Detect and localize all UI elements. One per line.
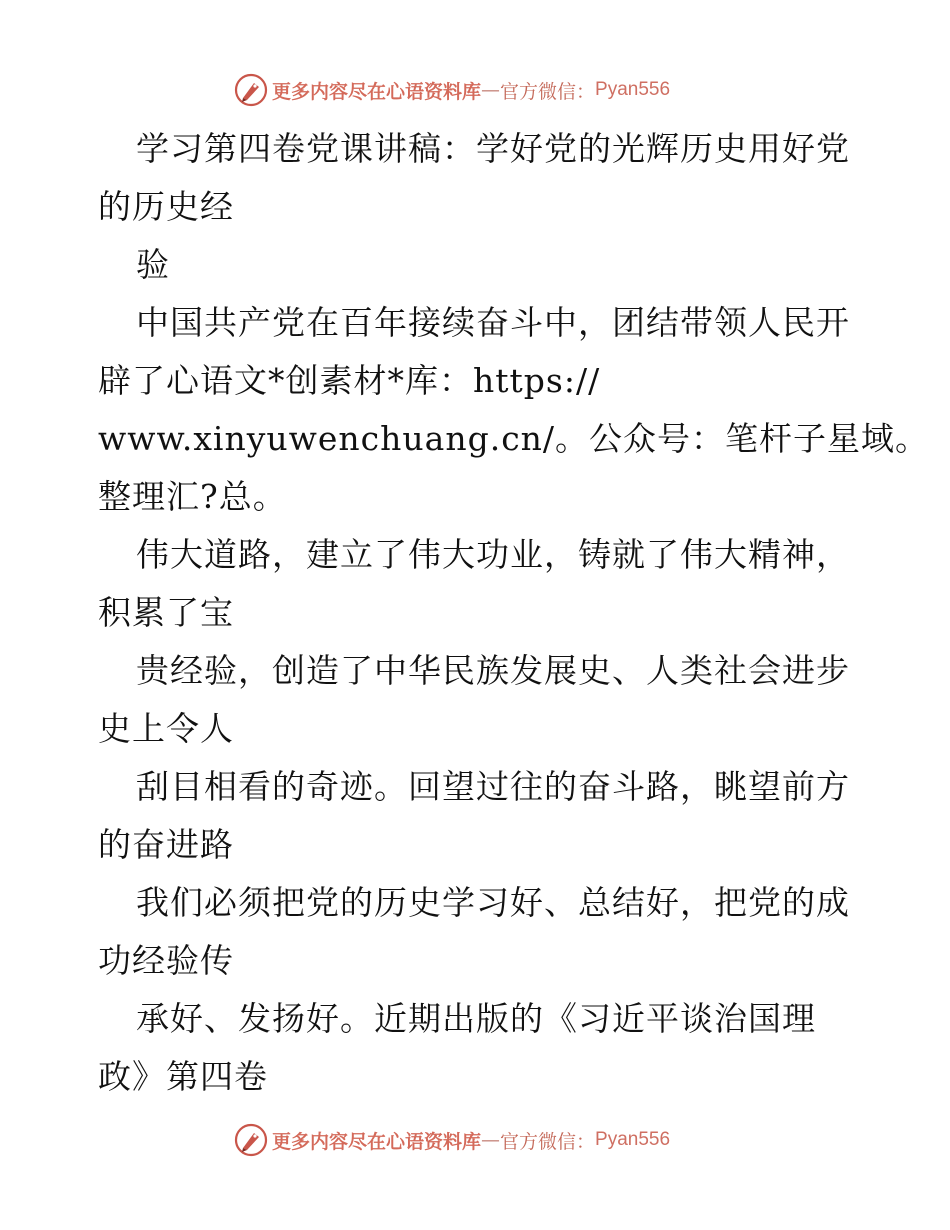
paragraph-line: 承好、发扬好。近期出版的《习近平谈治国理 (136, 999, 816, 1038)
paragraph-line: 我们必须把党的历史学习好、总结好，把党的成 (136, 883, 850, 922)
pen-nib-logo-icon (234, 73, 268, 107)
paragraph-line: 的奋进路 (98, 825, 234, 864)
banner-site-name: 更多内容尽在心语资料库 (272, 80, 482, 103)
paragraph-line: 积累了宝 (98, 593, 234, 632)
paragraph-line: 史上令人 (98, 709, 234, 748)
title-line-2: 的历史经 (98, 187, 234, 226)
paragraph-line: 贵经验，创造了中华民族发展史、人类社会进步 (136, 651, 850, 690)
banner-wechat-id: Pyan556 (595, 79, 671, 100)
footer-banner (234, 1120, 670, 1160)
paragraph-line: 刮目相看的奇迹。回望过往的奋斗路，眺望前方 (136, 767, 850, 806)
banner-wechat-label: 官方微信： (500, 80, 596, 103)
banner-wechat-id: Pyan556 (595, 1129, 671, 1150)
paragraph-line: 辟了心语文*创素材*库：https:// (98, 361, 601, 400)
paragraph-line: 功经验传 (98, 941, 234, 980)
paragraph-line: 政》第四卷 (98, 1057, 268, 1096)
paragraph-line: 伟大道路，建立了伟大功业，铸就了伟大精神， (136, 535, 850, 574)
header-banner (234, 70, 670, 110)
title-line-3: 验 (136, 245, 170, 284)
title-line-1: 学习第四卷党课讲稿：学好党的光辉历史用好党 (136, 129, 850, 168)
pen-nib-logo-icon (234, 1123, 268, 1157)
banner-dash: — (481, 79, 501, 101)
paragraph-line: www.xinyuwenchuang.cn/。公众号：笔杆子星域。 (98, 419, 930, 458)
banner-site-name: 更多内容尽在心语资料库 (272, 1130, 482, 1153)
paragraph-line: 整理汇?总。 (98, 477, 287, 516)
paragraph-line: 中国共产党在百年接续奋斗中，团结带领人民开 (136, 303, 850, 342)
document-body (98, 120, 930, 1106)
banner-dash: — (481, 1129, 501, 1151)
banner-wechat-label: 官方微信： (500, 1130, 596, 1153)
